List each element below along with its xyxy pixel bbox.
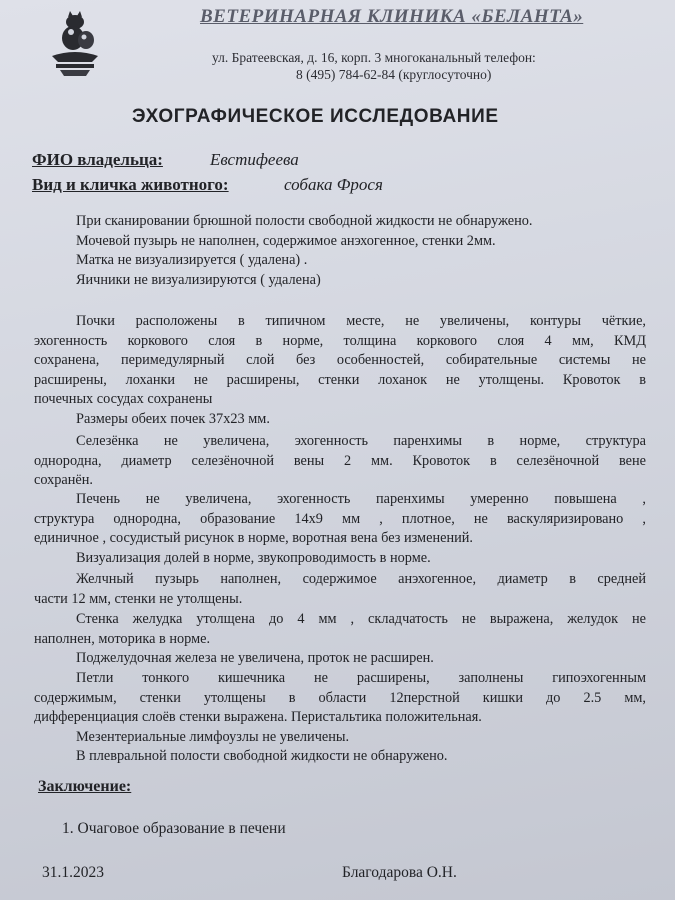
animal-field	[32, 175, 383, 195]
finding-line: единичное , сосудистый рисунок в норме, воротная вена без изменений.	[34, 530, 473, 546]
exam-date: 31.1.2023	[42, 864, 104, 881]
finding-line: Матка не визуализируется ( удалена) .	[76, 252, 308, 268]
finding-line: Поджелудочная железа не увеличена, проток не расширен.	[76, 650, 434, 666]
finding-line: Размеры обеих почек 37х23 мм.	[76, 410, 270, 427]
clinic-phone: 8 (495) 784-62-84 (круглосуточно)	[296, 67, 492, 82]
finding-line: Печень не увеличена, эхогенность паренхимы умеренно повышена ,	[76, 491, 646, 507]
finding-line: Мочевой пузырь не наполнен, содержимое анэхогенное, стенки 2мм.	[76, 232, 496, 249]
finding-line: дифференциация слоёв стенки выражена. Перистальтика положительная.	[34, 709, 482, 725]
finding-line: При сканировании брюшной полости свободной жидкости не обнаружено.	[76, 213, 533, 229]
animal-label: Вид и кличка животного:	[32, 175, 229, 194]
finding-line: Почки расположены в типичном месте, не увеличены, контуры чёткие,	[76, 313, 646, 329]
finding-line: Петли тонкого кишечника не расширены, заполнены гипоэхогенным	[76, 670, 646, 686]
finding-line: Стенка желудка утолщена до 4 мм , складчатость не выражена, желудок не	[76, 611, 646, 627]
kidney-findings	[34, 312, 646, 429]
finding-line: Селезёнка не увеличена, эхогенность паренхимы в норме, структура	[76, 433, 646, 449]
finding-line: почечных сосудах сохранены	[34, 391, 213, 407]
finding-line: части 12 мм, стенки не утолщены.	[34, 590, 243, 607]
owner-field	[32, 150, 299, 170]
liver-findings	[34, 490, 646, 568]
finding-line: однородна, диаметр селезёночной вены 2 мм. Кровоток в селезёночной вене	[34, 452, 646, 469]
finding-line: содержимым, стенки утолщены в области 12перстной кишки до 2.5 мм,	[34, 689, 646, 706]
clinic-logo	[46, 10, 104, 80]
finding-line: Желчный пузырь наполнен, содержимое анэхогенное, диаметр в средней	[76, 571, 646, 587]
owner-value: Евстифеева	[210, 150, 299, 169]
document-title: ЭХОГРАФИЧЕСКОЕ ИССЛЕДОВАНИЕ	[132, 106, 499, 127]
spleen-findings	[34, 432, 646, 491]
clinic-address: ул. Братеевская, д. 16, корп. 3 многоканальный телефон:	[212, 50, 536, 65]
intestine-findings	[34, 669, 646, 767]
finding-line: структура однородна, образование 14х9 мм , плотное, не васкуляризировано ,	[34, 510, 646, 527]
pancreas-findings	[34, 649, 646, 669]
finding-line: наполнен, моторика в норме.	[34, 630, 211, 647]
owner-label: ФИО владельца:	[32, 150, 163, 169]
conclusion-heading: Заключение:	[38, 778, 132, 795]
stomach-findings	[34, 610, 646, 649]
doctor-name: Благодарова О.Н.	[342, 864, 457, 881]
finding-line: эхогенность коркового слоя в норме, толщина коркового слоя 4 мм, КМД	[34, 332, 646, 349]
clinic-name: ВЕТЕРИНАРНАЯ КЛИНИКА «БЕЛАНТА»	[200, 6, 584, 27]
pelvic-findings	[76, 212, 646, 290]
animal-value: собака Фрося	[284, 175, 383, 194]
conclusion-item: 1. Очаговое образование в печени	[62, 820, 286, 837]
finding-line: В плевральной полости свободной жидкости не обнаружено.	[76, 748, 448, 764]
finding-line: сохранён.	[34, 472, 94, 488]
gallbladder-findings	[34, 570, 646, 609]
finding-line: расширены, лоханки не расширены, стенки лоханок не утолщены. Кровоток в	[34, 371, 646, 388]
finding-line: Мезентериальные лимфоузлы не увеличены.	[76, 728, 350, 745]
finding-line: Яичники не визуализируются ( удалена)	[76, 271, 321, 288]
finding-line: сохранена, перимедулярный слой без особенностей, собирательные системы не	[34, 352, 646, 368]
finding-line: Визуализация долей в норме, звукопроводимость в норме.	[76, 549, 431, 566]
